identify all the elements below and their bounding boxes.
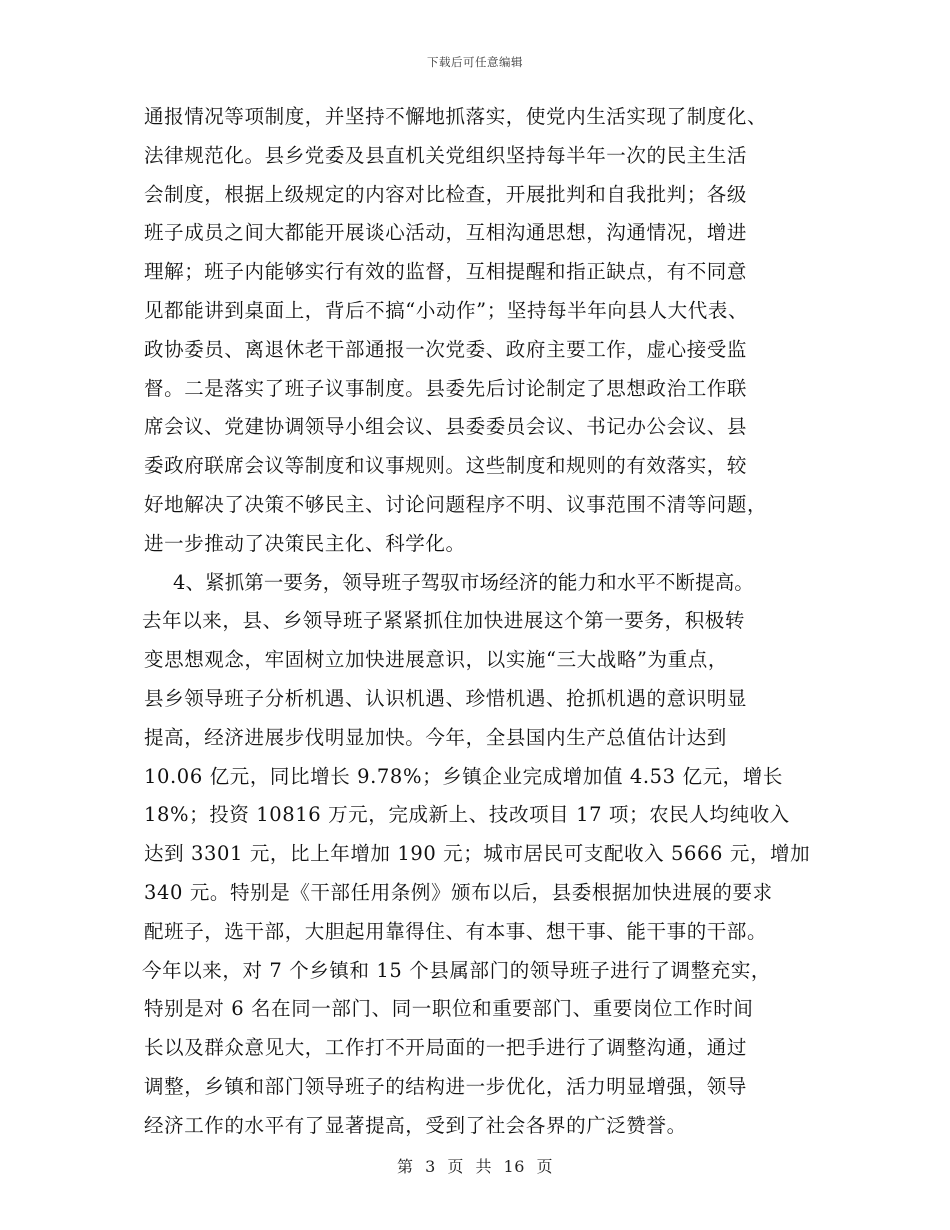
body-line: 去年以来，县、乡领导班子紧紧抓住加快进展这个第一要务，积极转 [142, 609, 746, 633]
body-line: 见都能讲到桌面上，背后不搞“小动作”；坚持每半年向县人大代表、 [144, 298, 749, 322]
body-line: 调整，乡镇和部门领导班子的结构进一步优化，活力明显增强，领导 [144, 1074, 748, 1098]
body-line: 委政府联席会议等制度和议事规则。这些制度和规则的有效落实，较 [144, 454, 748, 478]
body-line: 督。二是落实了班子议事制度。县委先后讨论制定了思想政治工作联 [144, 376, 748, 400]
body-line: 进一步推动了决策民主化、科学化。 [144, 531, 466, 555]
body-line: 达到 3301 元，比上年增加 190 元；城市居民可支配收入 5666 元，增加 [144, 842, 811, 866]
body-line: 配班子，选干部，大胆起用靠得住、有本事、想干事、能干事的干部。 [144, 919, 768, 943]
body-line: 18%；投资 10816 万元，完成新上、技改项目 17 项；农民人均纯收入 [144, 803, 790, 827]
body-line: 10.06 亿元，同比增长 9.78%；乡镇企业完成增加值 4.53 亿元，增长 [144, 764, 783, 788]
body-line: 好地解决了决策不够民主、讨论问题程序不明、议事范围不清等问题， [144, 492, 768, 516]
body-line: 经济工作的水平有了显著提高，受到了社会各界的广泛赞誉。 [144, 1113, 687, 1137]
body-line: 通报情况等项制度，并坚持不懈地抓落实，使党内生活实现了制度化、 [144, 105, 768, 128]
body-line: 今年以来，对 7 个乡镇和 15 个县属部门的领导班子进行了调整充实， [142, 958, 772, 982]
body-line: 长以及群众意见大，工作打不开局面的一把手进行了调整沟通，通过 [144, 1036, 748, 1060]
body-line: 政协委员、离退休老干部通报一次党委、政府主要工作，虚心接受监 [144, 337, 748, 361]
body-line: 县乡领导班子分析机遇、认识机遇、珍惜机遇、抢抓机遇的意识明显 [144, 686, 748, 710]
body-line: 提高，经济进展步伐明显加快。今年，全县国内生产总值估计达到 [144, 725, 727, 749]
body-line: 特别是对 6 名在同一部门、同一职位和重要部门、重要岗位工作时间 [144, 997, 754, 1021]
body-line: 变思想观念，牢固树立加快进展意识，以实施“三大战略”为重点， [144, 648, 728, 672]
body-line: 340 元。特别是《干部任用条例》颁布以后，县委根据加快进展的要求 [144, 880, 773, 904]
page-header: 下载后可任意编辑 [427, 55, 523, 69]
body-line: 班子成员之间大都能开展谈心活动，互相沟通思想，沟通情况，增进 [144, 221, 748, 245]
body-text [144, 98, 824, 1146]
body-line: 席会议、党建协调领导小组会议、县委委员会议、书记办公会议、县 [144, 415, 748, 439]
body-line: 会制度，根据上级规定的内容对比检查，开展批判和自我批判；各级 [144, 182, 748, 206]
page-number: 第 3 页 共 16 页 [397, 1157, 553, 1176]
body-line: 理解；班子内能够实行有效的监督，互相提醒和指正缺点，有不同意 [144, 260, 748, 284]
body-line: 法律规范化。县乡党委及县直机关党组织坚持每半年一次的民主生活 [144, 143, 748, 167]
paragraph-first-line: 4、紧抓第一要务，领导班子驾驭市场经济的能力和水平不断提高。 [173, 570, 754, 594]
